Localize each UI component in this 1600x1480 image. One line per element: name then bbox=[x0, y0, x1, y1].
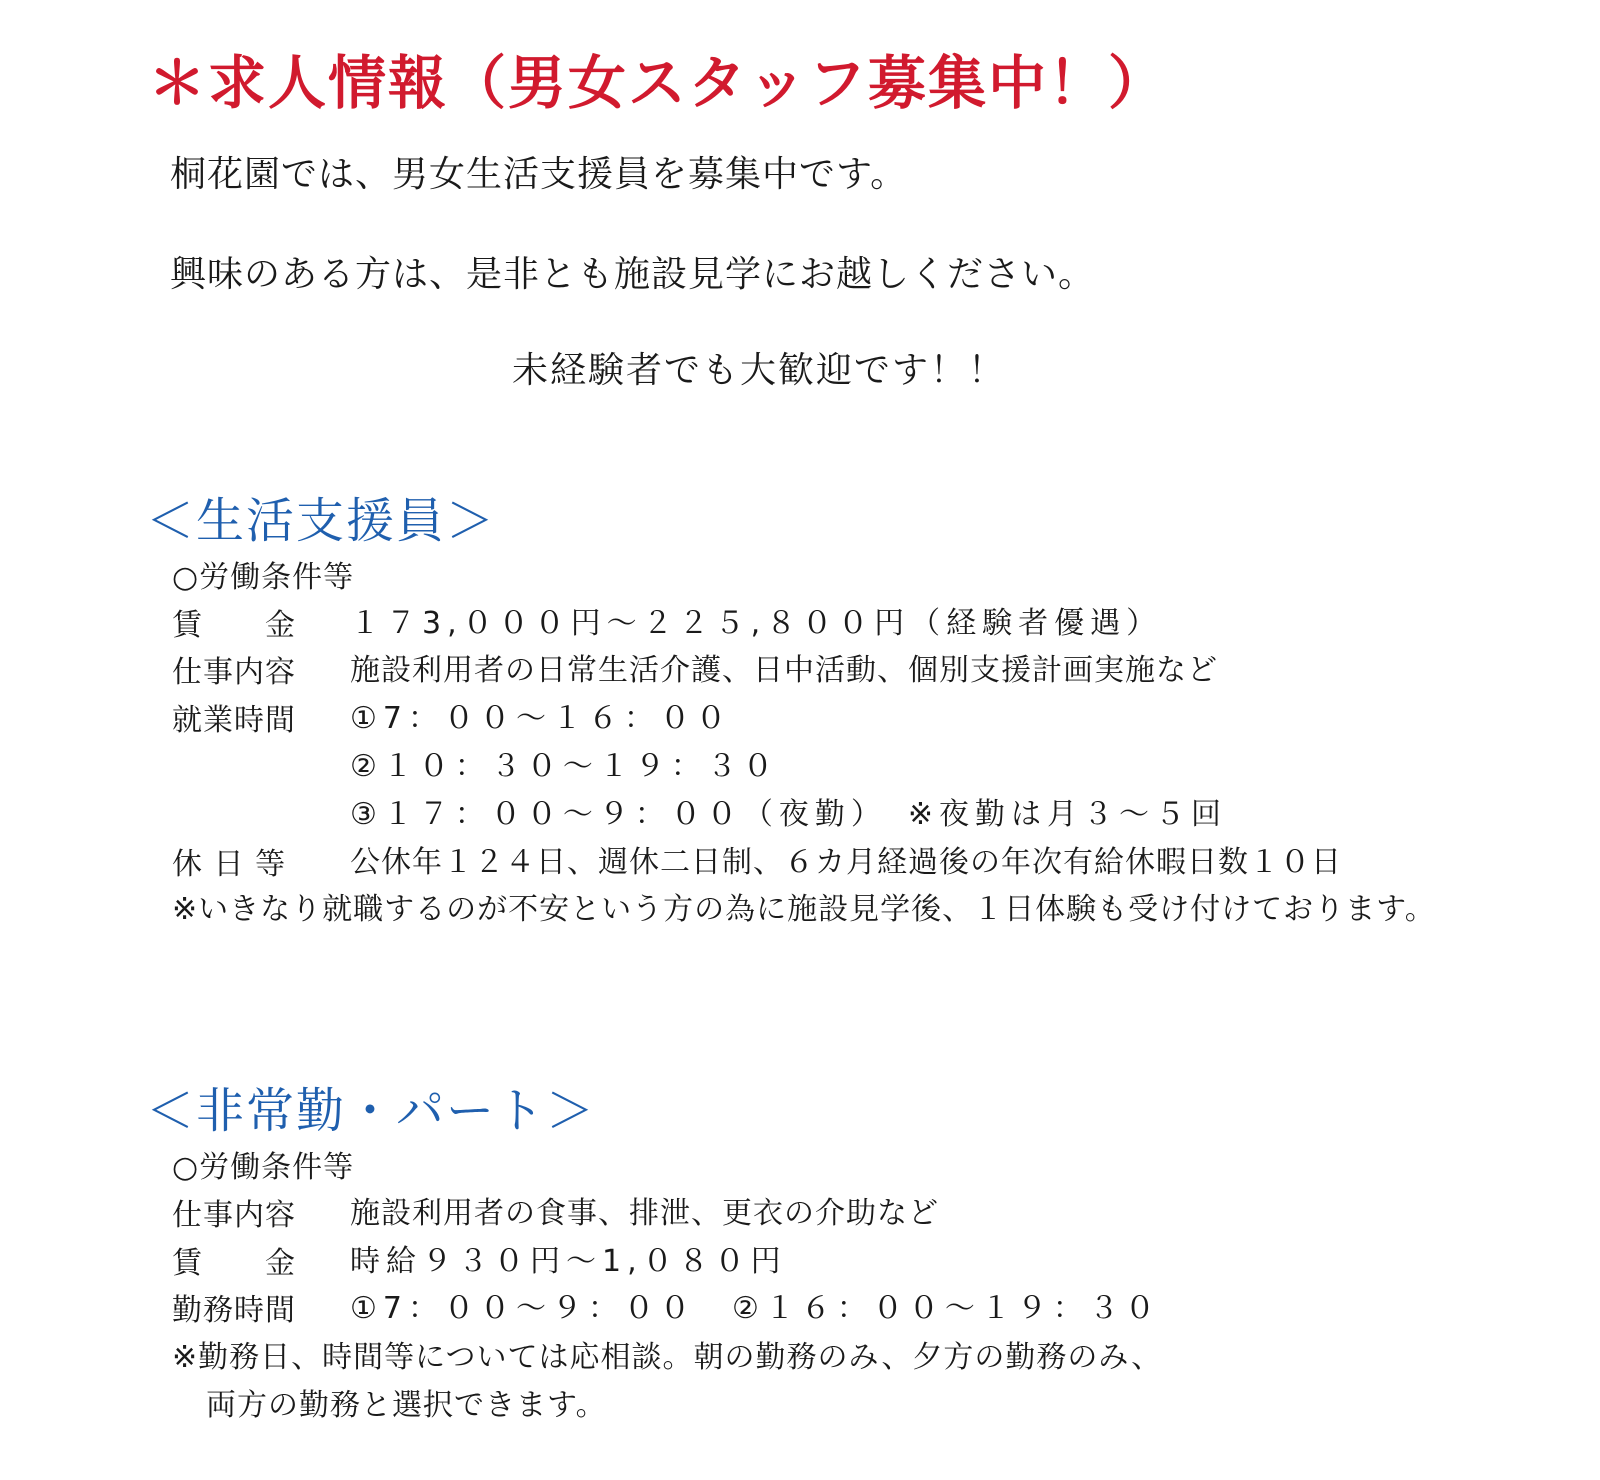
hours-shift-1: ①7：００～１６：００ bbox=[350, 701, 732, 736]
wage-label: 賃 金 bbox=[172, 608, 296, 643]
schedule-note-line-2: 両方の勤務と選択できます。 bbox=[206, 1388, 607, 1423]
intro-line-2: 興味のある方は、是非とも施設見学にお越しください。 bbox=[170, 254, 1096, 295]
hours-shift-2: ②１０：３０～１９：３０ bbox=[350, 749, 779, 784]
section-heading-support-staff: ＜生活支援員＞ bbox=[146, 493, 497, 549]
section-heading-part-time: ＜非常勤・パート＞ bbox=[146, 1083, 597, 1139]
hours-value: ①7：００～９：００ ②１６：００～１９：３０ bbox=[350, 1291, 1161, 1326]
welcome-message: 未経験者でも大歓迎です！！ bbox=[512, 350, 1007, 391]
intro-line-1: 桐花園では、男女生活支援員を募集中です。 bbox=[170, 154, 908, 195]
conditions-label: ○労働条件等 bbox=[172, 1150, 355, 1185]
work-value: 施設利用者の日常生活介護、日中活動、個別支援計画実施など bbox=[350, 653, 1218, 688]
schedule-note-line-1: ※勤務日、時間等については応相談。朝の勤務のみ、夕方の勤務のみ、 bbox=[172, 1340, 1163, 1375]
page-title: ＊求人情報（男女スタッフ募集中！） bbox=[148, 49, 1169, 117]
trial-note: ※いきなり就職するのが不安という方の為に施設見学後、１日体験も受け付けております。 bbox=[172, 892, 1436, 927]
hours-label: 就業時間 bbox=[172, 703, 296, 738]
wage-value: 時給９３０円～1,０８０円 bbox=[350, 1244, 787, 1279]
work-value: 施設利用者の食事、排泄、更衣の介助など bbox=[350, 1196, 939, 1231]
wage-label: 賃 金 bbox=[172, 1246, 296, 1281]
hours-label: 勤務時間 bbox=[172, 1293, 296, 1328]
work-label: 仕事内容 bbox=[172, 1198, 296, 1233]
holiday-label: 休 日 等 bbox=[172, 847, 287, 882]
work-label: 仕事内容 bbox=[172, 655, 296, 690]
holiday-value: 公休年１２４日、週休二日制、６カ月経過後の年次有給休暇日数１０日 bbox=[350, 845, 1342, 880]
hours-shift-3: ③１７：００～９：００（夜勤） ※夜勤は月３～５回 bbox=[350, 797, 1228, 832]
wage-value: １７3,０００円～２２５,８００円（経験者優遇） bbox=[350, 606, 1163, 641]
conditions-label: ○労働条件等 bbox=[172, 560, 355, 595]
